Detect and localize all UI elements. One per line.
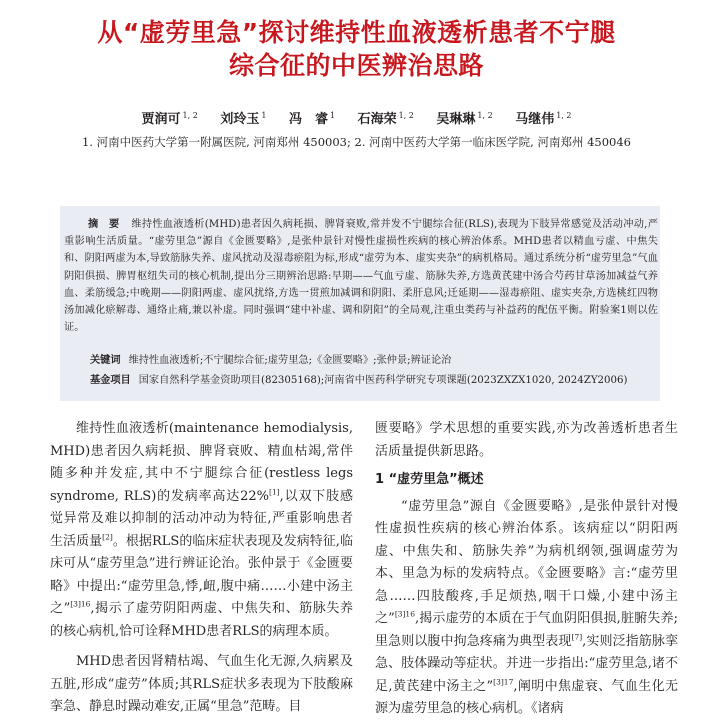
paragraph: MHD患者因肾精枯竭、气血生化无源,久病累及五脏,形成“虚劳”体质;其RLS症状多表现为下肢酸麻挛急、静息时躁动难安,正属“里急”范畴。目 (50, 654, 353, 714)
title-line-2: 综合征的中医辨治思路 (228, 51, 484, 80)
citation: [3]16 (394, 609, 415, 619)
paragraph: 维持性血液透析(maintenance hemodialysis, MHD)患者因久病耗损、脾肾衰败、精血枯竭,常伴随多种并发症,其中不宁腿综合征(restless legs syndrome, RLS)的发病率高达22%[1],以双下肢感觉异常及难以抑制的活动冲动为特征,严重影响患者生活质量[2]。根据RLS的临床症状表现及发病特征,临床可从“虚劳里急”进行辨证论治。张仲景于《金匮要略》中提出:“虚劳里急,悸,衄,腹中痛……小建中汤主之”$^{[3]16}$,揭示了虚劳阴阳两虚、中焦失和、筋脉失养的核心病机,恰可诠释MHD患者RLS的病理本质。 (50, 421, 353, 639)
citation: [1] (269, 487, 280, 497)
abstract (64, 216, 658, 336)
body-left-column (50, 418, 353, 719)
abstract-label: 摘 要 (88, 219, 120, 230)
citation: [3]17 (493, 677, 514, 687)
author: 刘玲玉 $^1$ (220, 110, 267, 127)
citation: [2] (102, 532, 113, 542)
fund-label: 基金项目 (90, 375, 131, 386)
abstract-text: 维持性血液透析(MHD)患者因久病耗损、脾肾衰败,常并发不宁腿综合征(RLS),表现为下肢异常感觉及活动冲动,严重影响生活质量。“虚劳里急”源自《金匮要略》,是张仲景针对慢性虚损性疾病的核心辨治体系。MHD患者以精血亏虚、中焦失和、阴阳两虚为本,导致筋脉失养、虚风扰动及湿毒瘀阻为标,形成“虚劳为本、虚实夹杂”的病机格局。通过系统分析“虚劳里急”气血阴阳俱损、脾胃枢纽失司的核心机制,提出分三期辨治思路:早期——气血亏虚、筋脉失养,方选黄芪建中汤合芍药甘草汤加减益气养血、柔筋缓急;中晚期——阴阳两虚、虚风扰络,方选一贯煎加减调和阴阳、柔肝息风;迁延期——湿毒瘀阻、虚实夹杂,方选桃红四物汤加减化瘀解毒、通络止痛,兼以补虚。同时强调“建中补虚、调和阴阳”的全局观,注重虫类药与补益药的配伍平衡。附验案1则以佐证。 (64, 219, 658, 334)
body-right-column (375, 418, 678, 721)
citation: [7] (571, 632, 583, 642)
keywords (90, 352, 660, 369)
affiliation: 1. 河南中医药大学第一附属医院, 河南郑州 450003; 2. 河南中医药大学第一临床医学院, 河南郑州 450046 (81, 135, 631, 149)
author: 贾润可 $^{1, 2}$ (141, 110, 198, 127)
keywords-text: 维持性血液透析;不宁腿综合征;虚劳里急;《金匮要略》;张仲景;辨证论治 (128, 355, 452, 366)
author: 石海荣 $^{1, 2}$ (357, 110, 414, 127)
author: 吴琳琳 $^{1, 2}$ (436, 110, 493, 127)
paragraph: “虚劳里急”源自《金匮要略》,是张仲景针对慢性虚损性疾病的核心辨治体系。该病症以“阴阳两虚、中焦失和、筋脉失养”为病机纲领,强调虚劳为本、里急为标的发病特点。《金匮要略》言:“虚劳里急……四肢酸疼,手足烦热,咽干口燥,小建中汤主之”$^{[3]16}$,揭示虚劳的本质在于气血阴阳俱损,脏腑失养;里急则以腹中拘急疼痛为典型表现[7],实则泛指筋脉挛急、肢体躁动等症状。并进一步指出:“虚劳里急,诸不足,黄芪建中汤主之”$^{[3]17}$,阐明中焦虚衰、气血生化无源为虚劳里急的核心病机。《诸病 (375, 498, 678, 716)
author-list (0, 108, 713, 127)
section-heading: 1 “虚劳里急”概述 (375, 472, 484, 487)
fund (90, 372, 660, 389)
article-title (0, 16, 713, 82)
fund-text: 国家自然科学基金资助项目(82305168);河南省中医药科学研究专项课题(2023ZXZX1020, 2024ZY2006) (138, 375, 628, 386)
author: 冯 睿 $^1$ (288, 110, 336, 127)
citation: [3]16 (70, 599, 91, 609)
keywords-label: 关键词 (90, 355, 121, 366)
paragraph: 匮要略》学术思想的重要实践,亦为改善透析患者生活质量提供新思路。 (375, 421, 678, 459)
title-line-1: 从“虚劳里急”探讨维持性血液透析患者不宁腿 (97, 18, 616, 47)
author: 马继伟 $^{1, 2}$ (515, 110, 572, 127)
